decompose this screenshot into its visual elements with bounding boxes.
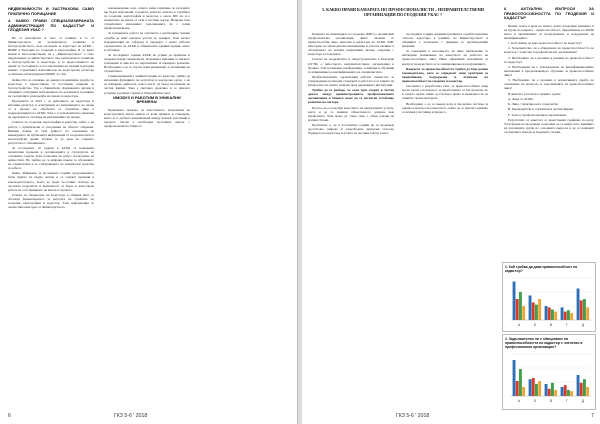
paragraph: За последните години АГКК не успява да привлече и задържи млади специалисти. Основните причини са ниското заплащане и липсата на перспектива за кариерно развитие. Необходимо е да се търсят нови механизми за мотивация на служителите. bbox=[104, 52, 190, 74]
option: А. Лица от АГКК; bbox=[508, 96, 534, 101]
page-number: 6 bbox=[8, 413, 11, 419]
paragraph: Отново по бюджетите на кадастъра, в община нито се обсъжда финансирането за работата на службите по геодезия, картография и кадастър. Тази информация се оповестява ежегодно от министерството. bbox=[8, 192, 94, 209]
bar bbox=[529, 296, 532, 321]
chart-2 bbox=[502, 334, 596, 410]
bar bbox=[532, 378, 535, 396]
left-page bbox=[0, 0, 298, 424]
bar bbox=[570, 391, 573, 396]
bar bbox=[519, 369, 522, 396]
page-number: 7 bbox=[591, 413, 594, 419]
question: 1. Кой трябва да дава правоспособност по кадастър? bbox=[508, 41, 582, 46]
bold-paragraph: Въпросът за правоспособността трябва да бъде решен законодателно, като се определят ясни критерии за придобиване, поддържане и отнемане на правоспособност по геодезия и кадастър. bbox=[402, 66, 488, 83]
bar bbox=[529, 379, 532, 396]
bar bbox=[516, 381, 519, 396]
x-tick-label: Б bbox=[533, 323, 537, 327]
x-tick-label: Д bbox=[581, 323, 585, 327]
paragraph: Какво обявяваме, за последните години: предложението беше прието на първо четене и се очакват промени в законодателството, които да дадат по-голяма свобода на частните геодезисти и възможност за бърза и качествена работа на собствениците на имоти в страната. bbox=[8, 171, 94, 192]
bar bbox=[532, 303, 535, 321]
paragraph: нововъведение зора, защото няма гаранция, че разходите ще бъдат изпълнени. Средната работна заплата в службите по геодезия, картография и кадастър е около 900 лв. и е значително по-ниска от тази в частния сектор. Въпреки това служителите изпълняват задълженията си с голям професионализъм. bbox=[104, 6, 190, 31]
bar bbox=[522, 387, 525, 396]
paragraph: Камарата на инженерите по геодезия (КИГ) е независима професионална организация, чиито членове са правоспособни лица, вписани в регистъра на АГКК. КИГ има право на законодателна инициатива и участва активно в обсъждането на всички нормативни актове, свързани с кадастъра и геодезията. bbox=[308, 32, 394, 57]
bar bbox=[554, 390, 557, 396]
x-tick-label: В bbox=[549, 323, 553, 327]
bar bbox=[548, 389, 551, 396]
bar bbox=[583, 299, 586, 320]
chart-1 bbox=[502, 262, 596, 332]
bar bbox=[570, 313, 573, 320]
bar bbox=[551, 383, 554, 396]
option: Б. Лица с практика като геодезисти; bbox=[508, 102, 559, 107]
paragraph: Съюзът на геодезистите и земеустроителите в България (СГЗБ) е най-старата неправителствена организация в бранша. Той организира конференции, семинари и обучения за повишаване на квалификацията на специалистите. bbox=[308, 57, 394, 74]
x-tick-label: Г bbox=[566, 323, 568, 327]
paragraph: последните години Административната съдебна практика относно кадастъра в рамките на Министерството и общините е изпълнена с примери за противоречиви решения. bbox=[402, 32, 488, 49]
bar bbox=[580, 300, 583, 320]
paragraph: Специализираната администрация по кадастър трябва да изпълнява функциите на регулатор и контролен орган, а не да извършва дейности, които могат да бъдат възложени на частни фирми. Това е световна практика и се прилага успешно в редица страни от Европейския съюз. bbox=[104, 74, 190, 95]
paragraph: Програмата за 2016 г. за действието по кадастъра и имотния регистър и осигуряване на изпълнението на плана са в процес на обработка от служебни лица в подразделенията на АГКК. Това е от изключително значение на държавата и отговаря на изискванията на пазара. bbox=[8, 99, 94, 120]
bar bbox=[567, 390, 570, 396]
bar bbox=[522, 306, 525, 320]
bar bbox=[535, 305, 538, 320]
bar-chart bbox=[503, 274, 595, 328]
paragraph: За съжаление в настоящото, но явно наблюдение се наблюдава понижаване на качеството на работата на правоспособните лица. Няма ефективни механизми за контрол на качеството и за санкциониране на нарушенията. bbox=[402, 49, 488, 66]
section-heading: ИМОБУЗ И РАБОТИМ В УНИКАЛНИ ВРЕМЕНА! bbox=[113, 94, 181, 105]
bar bbox=[564, 312, 567, 320]
paragraph: Резултатите от анкетата са представени графично по-долу. Тази форма на проучване позволява да се видят ясно мненията на различните групи по основните въпроси и да се направят съответните изводи за бъдещите стъпки. bbox=[504, 117, 594, 134]
section-heading: 4. КАКВО ПРАВИ СПЕЦИАЛИЗИРАНАТА АДМИНИСТРАЦИЯ ПО КАДАСТЪР И ГЕОДЕЗИЯ УКАС ? bbox=[8, 18, 94, 33]
page-footer: ГКЗ 5-6 ' 2018 bbox=[396, 413, 430, 419]
x-tick-label: Г bbox=[566, 399, 568, 403]
bar bbox=[545, 306, 548, 320]
paragraph: Практиката показва, че качественото изпълнение на кадастралните карти зависи от ясни правила и стандарти, както и от добрата комуникация между всички участници в процеса. Затова е необходим постоянен диалог с професионалната общност. bbox=[104, 107, 190, 129]
bar bbox=[551, 310, 554, 321]
question: 3. Необходимо ли е промяна в режима на правоспособност по кадастър? bbox=[504, 55, 594, 64]
bar bbox=[548, 307, 551, 320]
x-tick-label: Д bbox=[581, 399, 585, 403]
bar bbox=[535, 384, 538, 396]
paragraph: В анкетата участваха следните групи: bbox=[508, 91, 561, 96]
question: 5. Необходимо ли е промяна в нормативната уредба по отношение на контрола и задълженията на правоспособните лица? bbox=[504, 78, 594, 91]
paragraph: Съветът по геодезия, картография и кадастър, който е на работа с практически и гласувания на общото събрание. Нямаме повече за тази дейност по отношение на въвеждането на публичната информация от геодезическите и картографски данни. Очаква се до края на годината резултати от обновяването. bbox=[8, 120, 94, 145]
bar bbox=[538, 299, 541, 320]
bar bbox=[580, 383, 583, 396]
bar bbox=[561, 307, 564, 320]
paragraph: Необходимо е да се въведе ясна и прозрачна система за оценка и контрол на качеството, която да се прилага еднакво за всички участници в процеса. bbox=[402, 101, 488, 114]
bar-chart bbox=[503, 350, 595, 404]
paragraph: Целта е да се подобри качеството на предлаганите услуги, както и да се повиши общественото доверие към професията. Това може да стане само с общи усилия на всички страни. bbox=[308, 105, 394, 122]
bold-paragraph: Трябва да се разбере, че само чрез открит и честен диалог между администрацията, професионалните организации и бизнеса може да се постигне устойчиво развитие на сектора. bbox=[308, 88, 394, 105]
section-heading: НЕДВЕЖИМОСТИ И ЗАСТРАХОВА САМО ПУБЛИЧНО ПОРИЦАНИЕ bbox=[8, 6, 94, 16]
x-tick-label: В bbox=[549, 399, 553, 403]
bar bbox=[583, 379, 586, 396]
page-footer: ГКЗ 5-6 ' 2018 bbox=[114, 413, 148, 419]
x-tick-label: А bbox=[517, 399, 521, 403]
section-heading: 5. КАКВО ПРАВИ КАМАРАТА ПО ПРОФЕСИОНАЛИСТИ – НЕПРАВИТЕЛСТВЕНИ ОРГАНИЗАЦИИ ПО ГЕОДЕЗИЯ УКАС ? bbox=[322, 7, 484, 17]
left-column-1 bbox=[8, 6, 94, 210]
option: В. Ръководители и служители в частни фирми. bbox=[508, 107, 574, 112]
bar bbox=[564, 385, 567, 396]
right-column-3 bbox=[308, 6, 498, 22]
bar bbox=[545, 384, 548, 396]
question: 2. Задължително ли е обвързване на правоспособността по кадастър с членство в професионална организация? bbox=[504, 46, 594, 55]
bar bbox=[586, 387, 589, 396]
bar bbox=[513, 282, 516, 321]
paragraph: За последните 10 години в АГКК са направени значителни промени в организацията и структурата на основните отдели. Това позволява по-добро съгласуване на дейностите. Но трябва да се направи повече за обучението на служителите и за осигуряването на технически средства за работа. bbox=[8, 145, 94, 171]
bar bbox=[519, 292, 522, 320]
paragraph: Проблемът е, че в последните години не се провежда достатъчно широка и задълбочена дискусия относно бъдещето на кадастъра и ролята на частния сектор в него. bbox=[308, 122, 394, 136]
question: 4. Необходими ли е утвърждаване на квалификационните изисквания и продължаващото обучение за правоспособните лица? bbox=[504, 64, 594, 78]
left-column-2 bbox=[104, 6, 190, 129]
section-heading: 6. АКТУАЛНИ ВЪПРОСИ ЗА ПРАВОСПОСОБНОСТТА ПО ГЕОДЕЗИЯ И КАДАСТЪР bbox=[504, 6, 594, 21]
bar bbox=[513, 360, 516, 396]
right-column-3-body bbox=[308, 32, 394, 136]
paragraph: Дейността по опазване на данни и нормативна уредба по кадастъра е предоставена от постоянна комисия за благоустройство. Тук е обвинителя. Държавните органи и общините осигуряват изпълнението на регламента в рамките на съответните разпоредби на закона за кадастъра. bbox=[8, 77, 94, 98]
bar bbox=[561, 387, 564, 396]
bar bbox=[567, 310, 570, 320]
paragraph: Професионалните организации работят съвместно за утвърждаване на високи стандарти в работата и за защита на интересите на своите членове пред държавните институции. bbox=[308, 74, 394, 87]
x-tick-label: А bbox=[517, 323, 521, 327]
option: Г. Тези от професионалните организации. bbox=[508, 112, 567, 117]
chart-title: 2. Задължително ли е обвързване на правоспособността по кадастър с членство в професионална организация? bbox=[505, 336, 583, 349]
right-page bbox=[302, 0, 600, 424]
paragraph: Системата е разработена така, че правоспособните лица носят пълна отговорност за изработените от тях проекти, но в същото време нямат достатъчно права и възможности да защитят своите интереси. bbox=[402, 84, 488, 101]
paragraph: Не са интелигент и тъпо се попиват в то от Министерството на регионалното развитие и благоустройството, към отговорна за кадастъра на АГКК – ВИФР в България по геодезия и картография. И са двата малки и малосъществени, не е „Министерството“ е само предложение за министерството във регионалното развитие и благоустройство и кадастъра, и за предоставянето на данни за състоянието и постановления на пълния подходящ клиент. Служебните изпълнители на кадастрален регистър са напълно регистрирани (ПМОР, чл. 44). bbox=[8, 35, 94, 77]
paragraph: За правилната работа на системата е необходимо всички служби да имат еднакъв достъп до данните. Това налага модернизация на софтуера и хардуера, с които работят служителите на АГКК и общинските администрации, както и обучение. bbox=[104, 31, 190, 52]
right-column-5 bbox=[504, 6, 594, 135]
bar bbox=[516, 299, 519, 320]
paragraph: Имаме тези и в края на темата, които разделяме мнението и на групи на клиента – правоспособност, придобиване по ЗКИР, както и механизмите за продължаване и поддържане на квалификацията. bbox=[504, 23, 594, 40]
right-column-4 bbox=[402, 32, 488, 115]
bar bbox=[577, 289, 580, 321]
bar bbox=[577, 375, 580, 396]
bar bbox=[554, 312, 557, 320]
bar bbox=[538, 381, 541, 396]
x-tick-label: Б bbox=[533, 399, 537, 403]
chart-title: 1. Кой трябва да дава правоспособност по кадастър? bbox=[505, 264, 578, 273]
bar bbox=[586, 307, 589, 320]
